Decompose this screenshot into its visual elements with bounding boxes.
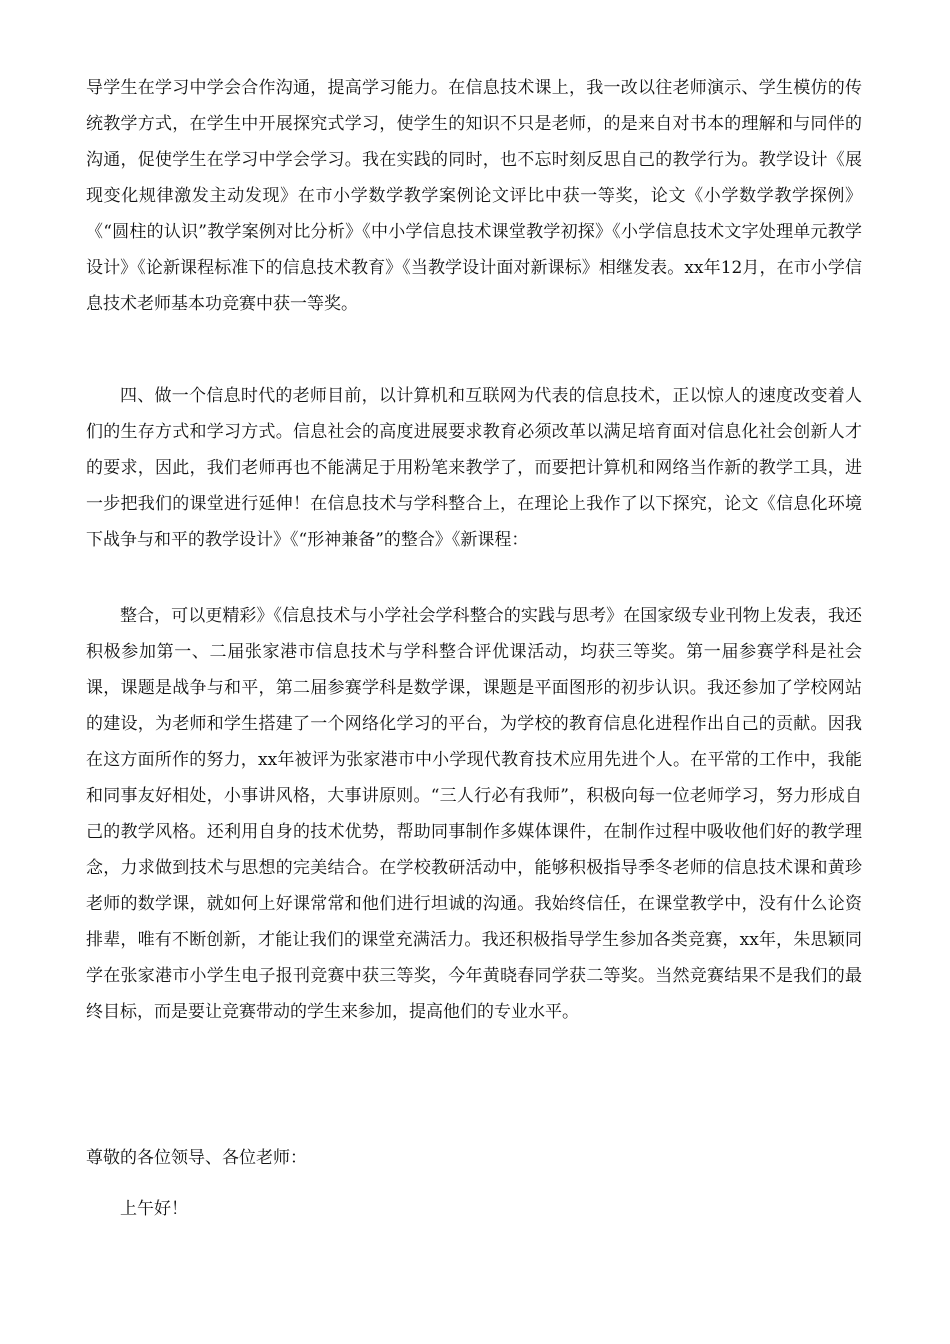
- body-paragraph-3: 整合，可以更精彩》《信息技术与小学社会学科整合的实践与思考》在国家级专业刊物上发表，我还积极参加第一、二届张家港市信息技术与学科整合评优课活动，均获三等奖。第一届参赛学科是社会课，课题是战争与和平，第二届参赛学科是数学课，课题是平面图形的初步认识。我还参加了学校网站的建设，为老师和学生搭建了一个网络化学习的平台，为学校的教育信息化进程作出自己的贡献。因我在这方面所作的努力，xx年被评为张家港市中小学现代教育技术应用先进个人。在平常的工作中，我能和同事友好相处，小事讲风格，大事讲原则。“三人行必有我师”，积极向每一位老师学习，努力形成自己的教学风格。还利用自身的技术优势，帮助同事制作多媒体课件，在制作过程中吸收他们好的教学理念，力求做到技术与思想的完美结合。在学校教研活动中，能够积极指导季冬老师的信息技术课和黄珍老师的数学课，就如何上好课常常和他们进行坦诚的沟通。我始终信任，在课堂教学中，没有什么论资排辈，唯有不断创新，才能让我们的课堂充满活力。我还积极指导学生参加各类竞赛，xx年，朱思颖同学在张家港市小学生电子报刊竞赛中获三等奖，今年黄晓春同学获二等奖。当然竞赛结果不是我们的最终目标，而是要让竞赛带动的学生来参加，提高他们的专业水平。: [86, 606, 862, 1022]
- greeting-line: 上午好！: [120, 1199, 188, 1219]
- body-paragraph-1: 导学生在学习中学会合作沟通，提高学习能力。在信息技术课上，我一改以往老师演示、学生模仿的传统教学方式，在学生中开展探究式学习，使学生的知识不只是老师，的是来自对书本的理解和与同伴的沟通，促使学生在学习中学会学习。我在实践的同时，也不忘时刻反思自己的教学行为。教学设计《展现变化规律激发主动发现》在市小学数学教学案例论文评比中获一等奖，论文《小学数学教学探例》《“圆柱的认识”教学案例对比分析》《中小学信息技术课堂教学初探》《小学信息技术文字处理单元教学设计》《论新课程标准下的信息技术教育》《当教学设计面对新课标》相继发表。xx年12月，在市小学信息技术老师基本功竞赛中获一等奖。: [86, 78, 862, 314]
- body-paragraph-2: 四、做一个信息时代的老师目前，以计算机和互联网为代表的信息技术，正以惊人的速度改变着人们的生存方式和学习方式。信息社会的高度进展要求教育必须改革以满足培育面对信息化社会创新人才的要求，因此，我们老师再也不能满足于用粉笔来教学了，而要把计算机和网络当作新的教学工具，进一步把我们的课堂进行延伸！在信息技术与学科整合上，在理论上我作了以下探究，论文《信息化环境下战争与和平的教学设计》《“形神兼备”的整合》《新课程：: [86, 386, 862, 550]
- salutation-line: 尊敬的各位领导、各位老师：: [86, 1148, 307, 1168]
